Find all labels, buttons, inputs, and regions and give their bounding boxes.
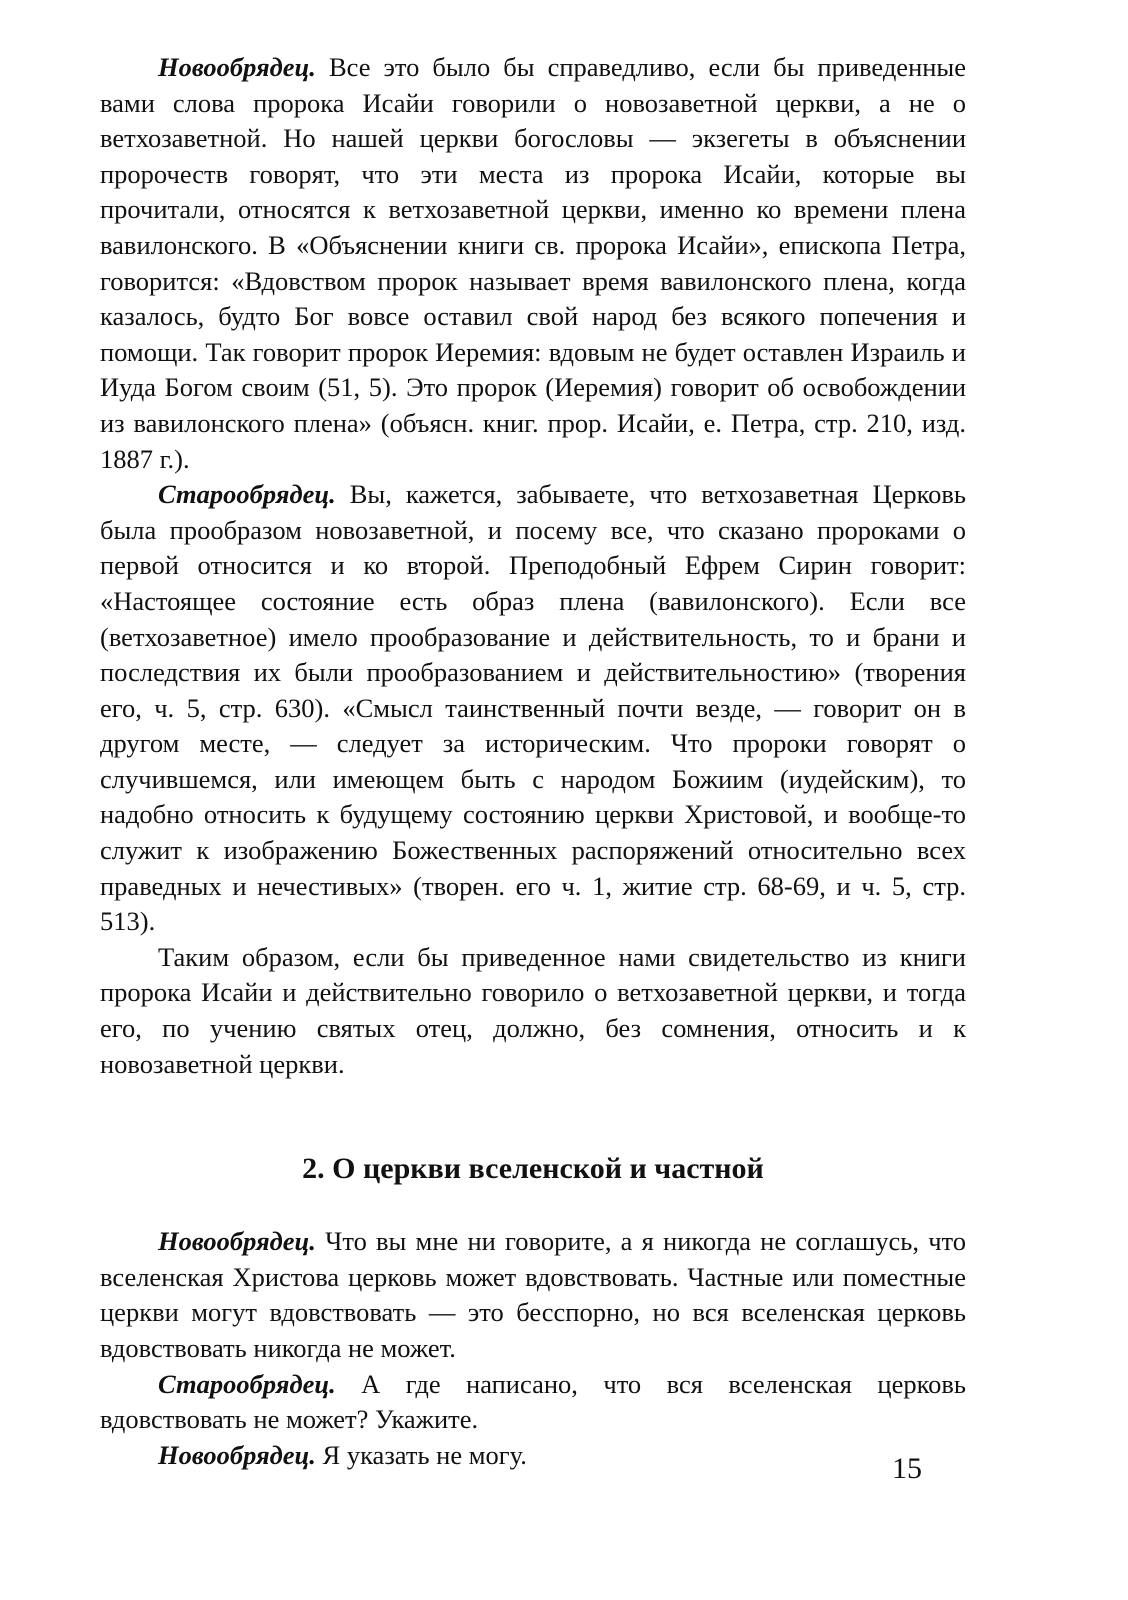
paragraph-text: Я указать не могу. — [315, 1439, 527, 1470]
speaker-label: Старообрядец. — [158, 1368, 336, 1399]
paragraph-5 — [100, 1367, 966, 1438]
paragraph-text: Что вы мне ни говорите, а я никогда не соглашусь, что вселенская Христова церковь может вдовствовать. Частные или поместные церкви могут вдовствовать — это бесспорно, но вся вселенская церковь вдовствовать никогда не может. — [100, 1226, 966, 1363]
paragraph-text: Все это было бы справедливо, если бы приведенные вами слова пророка Исайи говорили о новозаветной церкви, а не о ветхозаветной. Но нашей церкви богословы — экзегеты в объяснении пророчеств говорят, что эти места из пророка Исайи, которые вы прочитали, относятся к ветхозаветной церкви, именно ко времени плена вавилонского. В «Объяснении книги св. пророка Исайи», епископа Петра, говорится: «Вдовством пророк называет время вавилонского плена, когда казалось, будто Бог вовсе оставил свой народ без всякого попечения и помощи. Так говорит пророк Иеремия: вдовым не будет оставлен Израиль и Иуда Богом своим (51, 5). Это пророк (Иеремия) говорит об освобождении из вавилонского плена» (объясн. книг. прор. Исайи, е. Петра, стр. 210, изд. 1887 г.). — [100, 52, 966, 474]
paragraph-text: А где написано, что вся вселенская церковь вдовствовать не может? Укажите. — [100, 1368, 966, 1435]
paragraph-6 — [100, 1438, 966, 1474]
paragraph-4 — [100, 1224, 966, 1366]
section-heading: 2. О церкви вселенской и частной — [302, 1152, 764, 1186]
page-number: 15 — [892, 1452, 922, 1485]
paragraph-text: Вы, кажется, забываете, что ветхозаветная Церковь была прообразом новозаветной, и посему все, что сказано пророками о первой относится и ко второй. Преподобный Ефрем Сирин говорит: «Настоящее состояние есть образ плена (вавилонского). Если все (ветхозаветное) имело прообразование и действительность, то и брани и последствия их были прообразованием и действительностию» (творения его, ч. 5, стр. 630). «Смысл таинственный почти везде, — говорит он в другом месте, — следует за историческим. Что пророки говорят о случившемся, или имеющем быть с народом Божиим (иудейским), то надобно относить к будущему состоянию церкви Христовой, и вообще-то служит к изображению Божественных распоряжений относительно всех праведных и нечестивых» (творен. его ч. 1, житие стр. 68-69, и ч. 5, стр. 513). — [100, 479, 966, 937]
paragraph-text: Таким образом, если бы приведенное нами свидетельство из книги пророка Исайи и действительно говорило о ветхозаветной церкви, и тогда его, по учению святых отец, должно, без сомнения, относить и к новозаветной церкви. — [100, 941, 966, 1079]
speaker-label: Старообрядец. — [158, 479, 336, 510]
speaker-label: Новообрядец. — [158, 52, 316, 82]
page-content — [100, 50, 966, 1473]
paragraph-1 — [100, 50, 966, 477]
paragraph-3 — [100, 940, 966, 1082]
paragraph-2 — [100, 477, 966, 940]
speaker-label: Новообрядец. — [158, 1439, 316, 1470]
speaker-label: Новообрядец. — [158, 1226, 316, 1257]
